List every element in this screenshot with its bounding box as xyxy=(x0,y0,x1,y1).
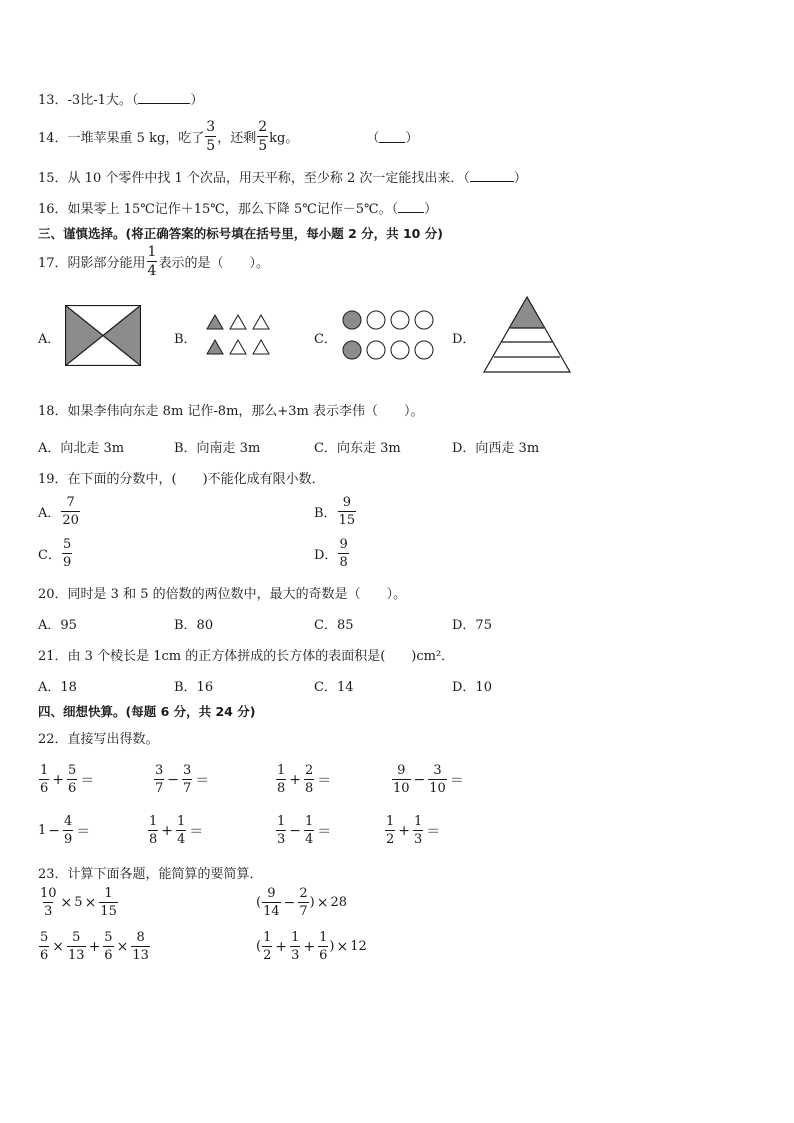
shaded-rectangle-figure xyxy=(65,305,141,366)
option-b[interactable]: B． $\frac{9}{15}$ xyxy=(314,495,356,528)
option-c[interactable]: C．向东走 3m xyxy=(314,441,401,456)
expression: $\frac{5}{6}$ × $\frac{5}{13}$ + $\frac{5}{6}$ × $\frac{8}{13}$ xyxy=(40,930,149,963)
expression: $\frac{1}{8}$ + $\frac{1}{4}$ ＝ xyxy=(149,814,204,847)
question-20: 20．同时是 3 和 5 的倍数的两位数中，最大的奇数是（ ）。 xyxy=(38,587,407,602)
fraction: $\frac{1}{4}$ xyxy=(147,244,157,279)
option-b-label[interactable]: B． xyxy=(174,332,197,347)
fraction: $\frac{9}{8}$ xyxy=(339,537,348,570)
fraction: $\frac{2}{5}$ xyxy=(258,119,268,154)
option-a[interactable]: A． $\frac{7}{20}$ xyxy=(38,495,79,528)
option-d-label[interactable]: D． xyxy=(452,332,476,347)
fraction: $\frac{5}{9}$ xyxy=(62,537,72,570)
option-a[interactable]: A．18 xyxy=(38,680,77,695)
expression: $\frac{1}{3}$ − $\frac{1}{4}$ ＝ xyxy=(277,814,332,847)
fraction: $\frac{9}{15}$ xyxy=(338,495,356,528)
option-b[interactable]: B．向南走 3m xyxy=(174,441,261,456)
question-16: 16．如果零上 15℃记作＋15℃，那么下降 5℃记作－5℃。（ ） xyxy=(38,202,438,217)
answer-blank[interactable] xyxy=(379,130,405,143)
expression: $\frac{1}{2}$ + $\frac{1}{3}$ ＝ xyxy=(386,814,441,847)
question-23: 23．计算下面各题，能简算的要简算． xyxy=(38,867,263,882)
option-d[interactable]: D．向西走 3m xyxy=(452,441,540,456)
expression: ( $\frac{1}{2}$ + $\frac{1}{3}$ + $\frac{1}{6}$ ) × 12 xyxy=(256,930,367,963)
expression: 1 − $\frac{4}{9}$ ＝ xyxy=(38,814,91,847)
section-4-title: 四、细想快算。(每题 6 分，共 24 分) xyxy=(38,704,256,719)
answer-blank[interactable] xyxy=(398,200,424,213)
expression: $\frac{1}{6}$ + $\frac{5}{6}$ ＝ xyxy=(40,763,95,796)
question-15: 15．从 10 个零件中找 1 个次品，用天平称，至少称 2 次一定能找出来．（ ） xyxy=(38,171,527,186)
question-18: 18．如果李伟向东走 8m 记作-8m，那么+3m 表示李伟（ ）。 xyxy=(38,404,424,419)
option-a-label[interactable]: A． xyxy=(38,332,61,347)
question-19: 19．在下面的分数中，( )不能化成有限小数． xyxy=(38,472,325,487)
question-13: 13．-3比-1大。（ ） xyxy=(38,93,204,108)
pyramid-figure xyxy=(482,296,572,374)
expression: $\frac{10}{3}$ × 5 × $\frac{1}{15}$ xyxy=(40,886,117,919)
triangles-figure xyxy=(205,313,271,357)
answer-blank[interactable] xyxy=(138,91,190,104)
option-a[interactable]: A．向北走 3m xyxy=(38,441,125,456)
fraction: $\frac{7}{20}$ xyxy=(62,495,79,528)
expression: $\frac{9}{10}$ − $\frac{3}{10}$ ＝ xyxy=(393,763,464,796)
question-22: 22．直接写出得数。 xyxy=(38,732,159,747)
option-c[interactable]: C． $\frac{5}{9}$ xyxy=(38,537,72,570)
option-c[interactable]: C．85 xyxy=(314,618,354,633)
circles-figure xyxy=(340,309,438,363)
option-d[interactable]: D．75 xyxy=(452,618,492,633)
question-17: 17．阴影部分能用 $\frac{1}{4}$ 表示的是（ ）。 xyxy=(38,244,269,279)
fraction: $\frac{3}{5}$ xyxy=(206,119,216,154)
expression: ( $\frac{9}{14}$ − $\frac{2}{7}$ ) × 28 xyxy=(256,886,347,919)
question-14: 14．一堆苹果重 5 kg，吃了 $\frac{3}{5}$ ，还剩 $\frac{2}{5}$ kg。 （ ） xyxy=(38,119,419,154)
option-c-label[interactable]: C． xyxy=(314,332,337,347)
option-d[interactable]: D．10 xyxy=(452,680,492,695)
section-3-title: 三、谨慎选择。(将正确答案的标号填在括号里，每小题 2 分，共 10 分) xyxy=(38,226,443,241)
answer-blank[interactable] xyxy=(470,169,514,182)
option-b[interactable]: B．16 xyxy=(174,680,214,695)
option-d[interactable]: D． $\frac{9}{8}$ xyxy=(314,537,348,570)
expression: $\frac{1}{8}$ + $\frac{2}{8}$ ＝ xyxy=(277,763,332,796)
option-a[interactable]: A．95 xyxy=(38,618,77,633)
option-c[interactable]: C．14 xyxy=(314,680,354,695)
option-b[interactable]: B．80 xyxy=(174,618,214,633)
expression: $\frac{3}{7}$ − $\frac{3}{7}$ ＝ xyxy=(155,763,210,796)
question-21: 21．由 3 个棱长是 1cm 的正方体拼成的长方体的表面积是( )cm²． xyxy=(38,649,455,664)
